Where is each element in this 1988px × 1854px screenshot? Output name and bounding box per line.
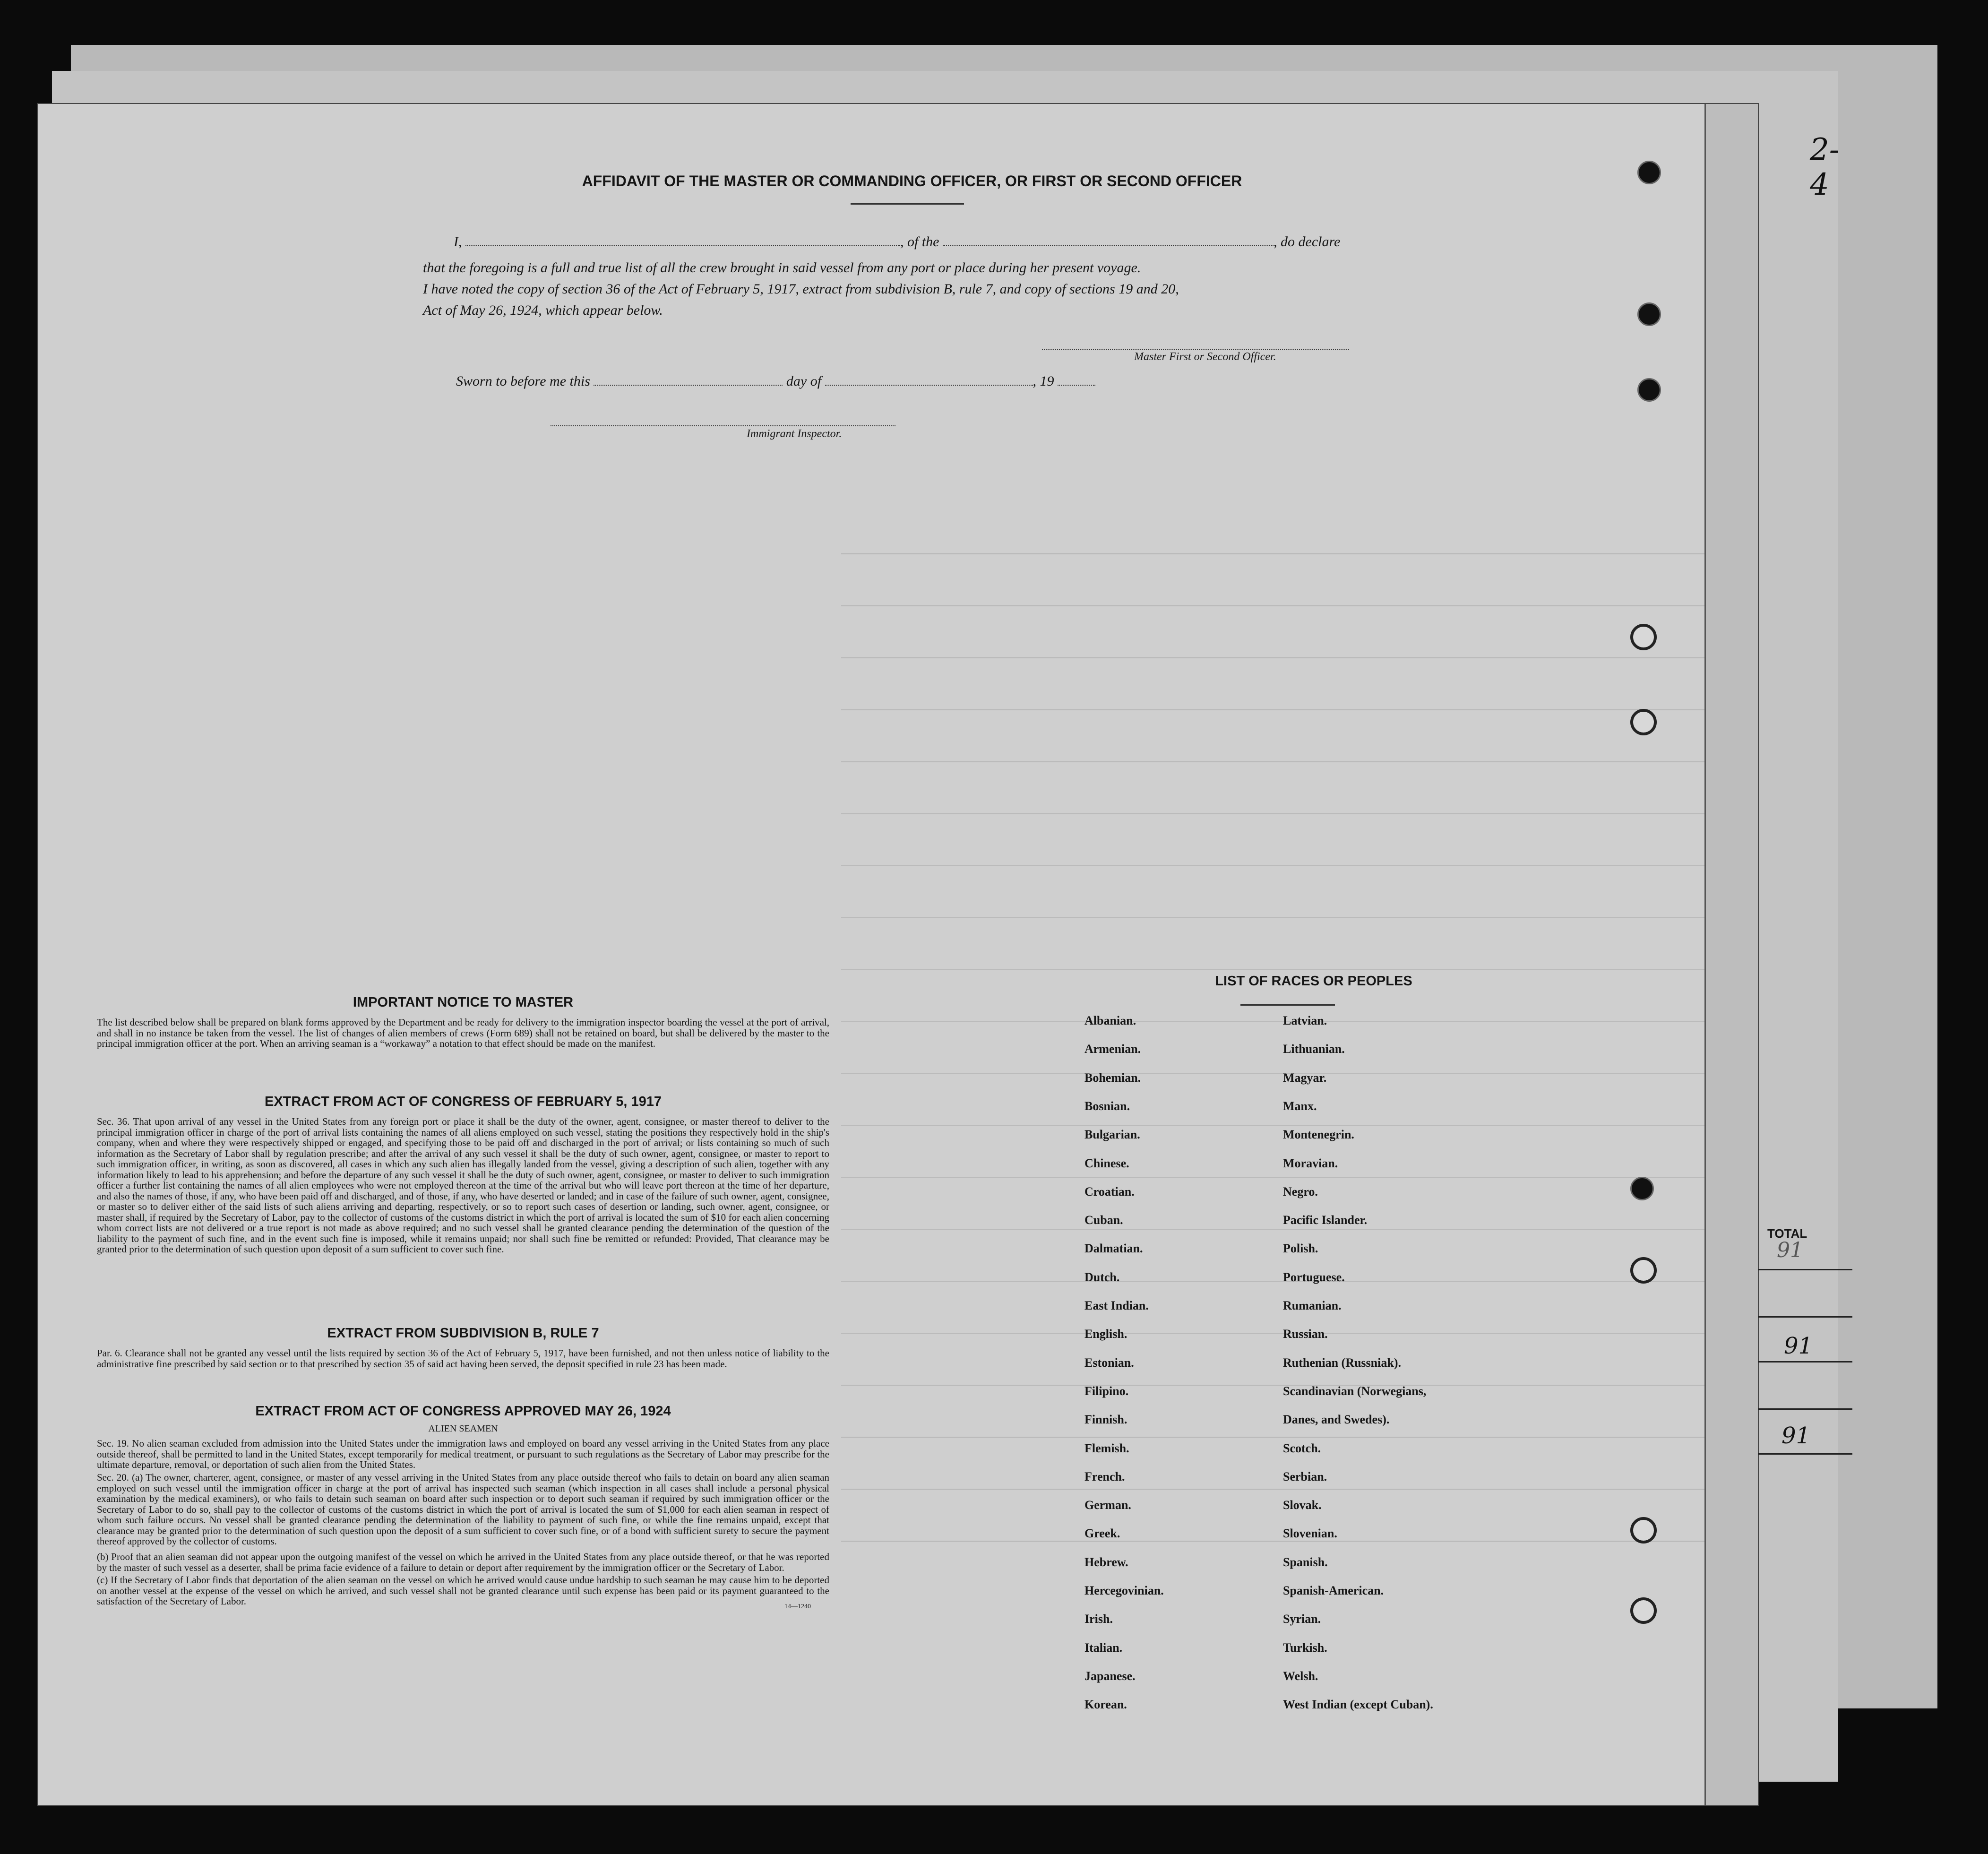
declaration-body-3: Act of May 26, 1924, which appear below. [423,302,663,318]
race-item: Slovenian. [1283,1526,1337,1541]
race-item: Rumanian. [1283,1299,1342,1312]
race-item: Syrian. [1283,1612,1321,1626]
punch-hole [1637,302,1661,326]
race-item: Estonian. [1084,1355,1134,1370]
total-value-2: 91 [1784,1333,1813,1359]
extract-1924-title: EXTRACT FROM ACT OF CONGRESS APPROVED MAY 26, 1924 [255,1404,671,1419]
race-item: East Indian. [1084,1299,1149,1312]
affidavit-title-rule [851,203,964,205]
punch-hole [1630,1597,1657,1624]
race-item: Albanian. [1084,1014,1136,1027]
race-item: Lithuanian. [1283,1042,1345,1056]
total-value-1: 91 [1777,1238,1803,1262]
race-item: Greek. [1084,1526,1120,1541]
binding-strip [1704,104,1758,1805]
punch-hole [1637,378,1661,402]
race-item: Manx. [1283,1099,1317,1113]
race-item: Russian. [1283,1327,1328,1341]
race-item: Montenegrin. [1283,1128,1354,1142]
sec19-text: Sec. 19. No alien seaman excluded from admission into the United States under the immigration laws and employed on board any vessel arriving in the United States from any place outside thereof, shall be permitted to land in the United States, except temporarily for medical treatment, or pursuant to such regulations as the Secretary of Labor may prescribe for the ultimate departure, removal, or deportation of such alien from the United States. [97,1438,829,1470]
race-item: Moravian. [1283,1156,1338,1170]
declaration-line: I, , of the , do declare [454,234,1341,250]
race-item: Bosnian. [1084,1099,1130,1113]
race-item: Welsh. [1283,1669,1318,1683]
manifest-page [38,104,1840,1805]
race-item: Bulgarian. [1084,1128,1140,1142]
punch-hole [1630,1517,1657,1544]
race-item: Armenian. [1084,1042,1141,1056]
race-item: German. [1084,1498,1131,1512]
master-signature-line [1042,349,1349,350]
inspector-signature-label: Immigrant Inspector. [747,428,842,440]
bleed-through-table [841,246,1720,1664]
race-item: Hebrew. [1084,1555,1128,1569]
total-line [1758,1408,1852,1410]
extract-1917-title: EXTRACT FROM ACT OF CONGRESS OF FEBRUARY 5, 1917 [264,1094,662,1109]
race-item: English. [1084,1327,1127,1341]
races-title-rule [1240,1004,1335,1006]
punch-hole [1630,1177,1654,1200]
total-line [1758,1269,1852,1270]
total-line [1758,1453,1852,1455]
form-number: 14—1240 [784,1603,811,1610]
race-item: Slovak. [1283,1498,1322,1512]
race-item: Filipino. [1084,1384,1129,1398]
race-item: Croatian. [1084,1184,1135,1199]
race-item: Finnish. [1084,1413,1127,1427]
alien-seamen-subtitle: ALIEN SEAMEN [428,1423,498,1434]
declaration-body-2: I have noted the copy of section 36 of the Act of February 5, 1917, extract from subdivision B, rule 7, and copy of sections 19 and 20, [423,281,1179,297]
notice-title: IMPORTANT NOTICE TO MASTER [353,995,574,1010]
total-line [1758,1316,1852,1318]
race-item: Polish. [1283,1242,1318,1256]
total-value-3: 91 [1781,1423,1811,1449]
notice-text: The list described below shall be prepared on blank forms approved by the Department and be ready for delivery to the immigration inspector boarding the vessel at the port of arrival, and shall in no instance be taken from the vessel. The list of changes of alien members of crews (Form 689) shall not be retained on board, but shall be delivered by the master to the principal immigration officer at the port. When an arriving seaman is a “workaway” a notation to that effect should be made on the manifest. [97,1017,829,1049]
sec20a-text: Sec. 20. (a) The owner, charterer, agent, consignee, or master of any vessel arriving in the United States from any place outside thereof who fails to detain on board any alien seaman employed on such vessel until the immigration officer in charge at the port of arrival has inspected such seaman (which inspection in all cases shall include a personal physical examination by the medical examiners), or who fails to detain such seaman on board after such inspection or to deport such seaman if required by such immigration officer or the Secretary of Labor to do so, shall pay to the collector of customs of the customs district in which the port of arrival is located the sum of $1,000 for each alien seaman in respect of whom such failure occurs. No vessel shall be granted clearance pending the determination of the liability to payment of such fine, or while the fine remains unpaid, except that clearance may be granted prior to the determination of such question upon the deposit of a sum sufficient to cover such fine, or of a bond with sufficient surety to secure the payment thereof approved by the collector of customs. [97,1472,829,1547]
races-title: LIST OF RACES OR PEOPLES [1215,974,1412,989]
race-item: Korean. [1084,1698,1127,1712]
punch-hole [1630,709,1657,735]
race-item: Serbian. [1283,1469,1327,1483]
race-item: French. [1084,1469,1125,1483]
race-item: Scandinavian (Norwegians, [1283,1384,1427,1398]
race-item: Scotch. [1283,1441,1321,1455]
inspector-signature-line [551,425,895,426]
race-item: Portuguese. [1283,1270,1345,1284]
page-number-handwritten: 2-4 [1810,132,1840,202]
punch-hole [1630,624,1657,650]
race-item: Bohemian. [1084,1070,1141,1085]
race-item: Turkish. [1283,1640,1327,1655]
declaration-body-1: that the foregoing is a full and true list of all the crew brought in said vessel from any port or place during her present voyage. [423,260,1141,276]
total-line [1758,1361,1852,1362]
race-item: Latvian. [1283,1014,1327,1027]
race-item: Dutch. [1084,1270,1120,1284]
subdivision-b-text: Par. 6. Clearance shall not be granted any vessel until the lists required by section 36 of the Act of February 5, 1917, have been furnished, and not then unless notice of liability to the administrative fine prescribed by said section or to that prescribed by section 35 of said act having been served, the deposit specified in rule 23 has been made. [97,1347,829,1370]
punch-hole [1637,161,1661,184]
affidavit-title: AFFIDAVIT OF THE MASTER OR COMMANDING OFFICER, OR FIRST OR SECOND OFFICER [582,172,1242,190]
race-item: Ruthenian (Russniak). [1283,1355,1401,1370]
race-item: Negro. [1283,1184,1318,1199]
race-item: Chinese. [1084,1156,1129,1170]
race-item: Cuban. [1084,1213,1123,1227]
sec20c-text: (c) If the Secretary of Labor finds that deportation of the alien seaman on the vessel on which he arrived would cause undue hardship to such seaman he may cause him to be deported on another vessel at the expense of the vessel on which he arrived, and such vessel shall not be granted clearance until such expense has been paid or its payment guaranteed to the satisfaction of the Secretary of Labor. [97,1574,829,1607]
race-item: Flemish. [1084,1441,1129,1455]
extract-1917-text: Sec. 36. That upon arrival of any vessel in the United States from any foreign port or place it shall be the duty of the owner, agent, consignee, or master thereof to deliver to the principal immigration officer in charge of the port of arrival lists containing the names of all aliens employed on such vessel, stating the positions they respectively hold in the ship's company, when and where they were respectively shipped or engaged, and specifying those to be paid off and discharged in the port of arrival; or lists containing so much of such information as the Secretary of Labor shall by regulation prescribe; and after the arrival of any such vessel it shall be the duty of such owner, agent, consignee, or master to report to such immigration officer, in writing, as soon as discovered, all cases in which any such alien has illegally landed from the vessel, giving a description of such alien, together with any information likely to lead to his apprehension; and before the departure of any such vessel it shall be the duty of such owner, agent, consignee, or master to deliver to such immigration officer a further list containing the names of all alien employees who were not employed thereon at the time of the arrival but who will leave port thereon at the time of her departure, and also the names of those, if any, who have been paid off and discharged, and of those, if any, who have deserted or landed; and in case of the failure of such owner, agent, consignee, or master so to deliver either of the said lists of such aliens arriving and departing, respectively, or so to report such cases of desertion or landing, such owner, agent, consignee, or master shall, if required by the Secretary of Labor, pay to the collector of customs of the customs district in which the port of arrival is located the sum of $10 for each alien concerning whom correct lists are not delivered or a true report is not made as above required; and no such vessel shall be granted clearance pending the determination of the question of the liability to the payment of such fine, and in the event such fine is imposed, while it remains unpaid; nor shall such fine be remitted or refunded: Provided, That clearance may be granted prior to the determination of such question upon deposit of a sum sufficient to cover such fine. [97,1116,829,1255]
total-label: TOTAL [1767,1226,1807,1241]
race-item: Italian. [1084,1640,1123,1655]
race-item: Danes, and Swedes). [1283,1413,1390,1427]
punch-hole [1630,1257,1657,1284]
subdivision-b-title: EXTRACT FROM SUBDIVISION B, RULE 7 [327,1326,599,1341]
race-item: Hercegovinian. [1084,1584,1164,1597]
race-item: Irish. [1084,1612,1113,1626]
race-item: Magyar. [1283,1070,1327,1085]
sworn-line: Sworn to before me this day of , 19 [456,373,1095,389]
race-item: Spanish. [1283,1555,1328,1569]
race-item: Dalmatian. [1084,1242,1143,1256]
race-item: Japanese. [1084,1669,1136,1683]
master-signature-label: Master First or Second Officer. [1134,351,1276,363]
sec20b-text: (b) Proof that an alien seaman did not appear upon the outgoing manifest of the vessel on which he arrived in the United States from any place outside thereof, or that he was reported by the master of such vessel as a deserter, shall be prima facie evidence of a failure to detain or deport after requirement by the immigration officer or the Secretary of Labor. [97,1551,829,1573]
race-item: Pacific Islander. [1283,1213,1368,1227]
race-item: West Indian (except Cuban). [1283,1698,1433,1712]
race-item: Spanish-American. [1283,1584,1384,1597]
